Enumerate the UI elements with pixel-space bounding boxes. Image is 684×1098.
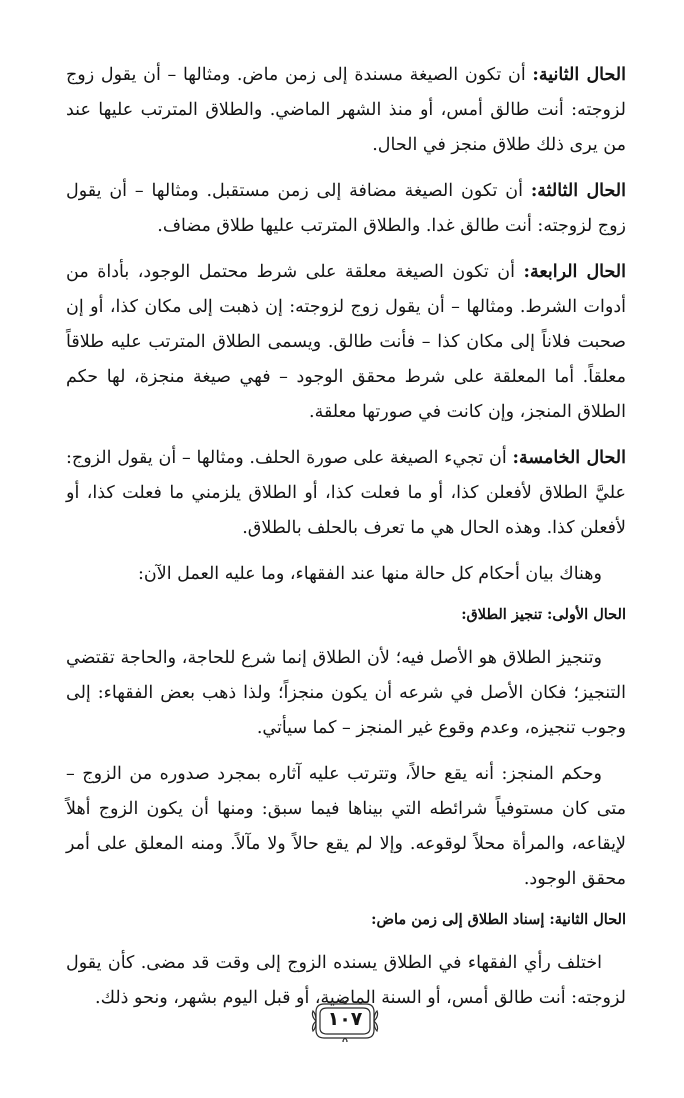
paragraph-text: وحكم المنجز: أنه يقع حالاً، وتترتب عليه آثاره بمجرد صدوره من الزوج – متى كان مستوفياً شرائطه التي بيناها فيما سبق: ومنها أن يكون الزوج أهلاً لإيقاعه، والمرأة محلاً لوقوعه. وإلا لم يقع حالاً ولا مآلاً. ومنه المعلق على أمر محقق الوجود. bbox=[66, 764, 626, 889]
page-body bbox=[66, 58, 626, 1027]
case-text: أن تجيء الصيغة على صورة الحلف. ومثالها – أن يقول الزوج: عليَّ الطلاق لأفعلن كذا، أو ما فعلت كذا، أو الطلاق يلزمني ما فعلت كذا، أو لأفعلن كذا. وهذه الحال هي ما تعرف بالحلف بالطلاق. bbox=[66, 448, 626, 538]
section-heading-first: الحال الأولى: تنجيز الطلاق: bbox=[461, 606, 626, 623]
paragraph-third-case bbox=[66, 174, 626, 244]
paragraph-second-case bbox=[66, 58, 626, 163]
paragraph-text: وتنجيز الطلاق هو الأصل فيه؛ لأن الطلاق إنما شرع للحاجة، والحاجة تقتضي التنجيز؛ فكان الأصل في شرعه أن يكون منجزاً؛ ولذا ذهب بعض الفقهاء: إلى وجوب تنجيزه، وعدم وقوع غير المنجز – كما سيأتي. bbox=[66, 648, 626, 738]
paragraph-immediate-divorce bbox=[66, 641, 626, 746]
page-number: ١٠٧ bbox=[327, 1008, 363, 1030]
paragraph-rulings-intro bbox=[66, 557, 626, 592]
intro-text: وهناك بيان أحكام كل حالة منها عند الفقهاء، وما عليه العمل الآن: bbox=[138, 564, 602, 584]
page-number-ornament bbox=[310, 1000, 380, 1042]
case-label: الحال الثالثة: bbox=[530, 181, 626, 201]
case-label: الحال الثانية: bbox=[532, 65, 626, 85]
paragraph-immediate-ruling bbox=[66, 757, 626, 897]
case-label: الحال الرابعة: bbox=[523, 262, 626, 282]
paragraph-text: اختلف رأي الفقهاء في الطلاق يسنده الزوج إلى وقت قد مضى. كأن يقول لزوجته: أنت طالق أمس، أو السنة الماضية، أو قبل اليوم بشهر، ونحو ذلك. bbox=[66, 953, 626, 1008]
case-text: أن تكون الصيغة معلقة على شرط محتمل الوجود، بأداة من أدوات الشرط. ومثالها – أن يقول زوج لزوجته: إن ذهبت إلى مكان كذا، أو إن صحبت فلاناً إلى مكان كذا – فأنت طالق. ويسمى الطلاق المترتب عليه طلاقاً معلقاً. أما المعلقة على شرط محقق الوجود – فهي صيغة منجزة، لها حكم الطلاق المنجز، وإن كانت في صورتها معلقة. bbox=[66, 262, 626, 422]
paragraph-fifth-case bbox=[66, 441, 626, 546]
section-heading-second: الحال الثانية: إسناد الطلاق إلى زمن ماض: bbox=[371, 911, 626, 928]
case-text: أن تكون الصيغة مضافة إلى زمن مستقبل. ومثالها – أن يقول زوج لزوجته: أنت طالق غدا. والطلاق المترتب عليها طلاق مضاف. bbox=[66, 181, 626, 236]
case-text: أن تكون الصيغة مسندة إلى زمن ماض. ومثالها – أن يقول زوج لزوجته: أنت طالق أمس، أو منذ الشهر الماضي. والطلاق المترتب عليها عند من يرى ذلك طلاق منجز في الحال. bbox=[66, 65, 626, 155]
paragraph-fourth-case bbox=[66, 255, 626, 430]
case-label: الحال الخامسة: bbox=[512, 448, 626, 468]
